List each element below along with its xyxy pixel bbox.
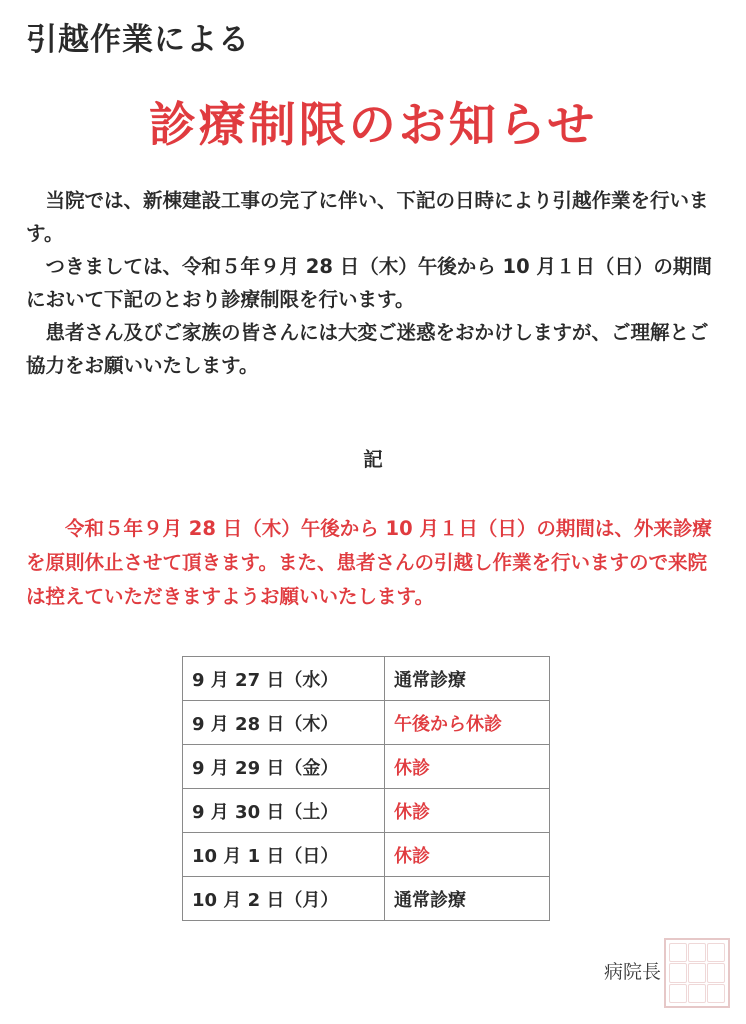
table-row	[183, 745, 550, 789]
table-row	[183, 657, 550, 701]
schedule-status: 休診	[385, 745, 550, 789]
schedule-date: 10 月 1 日（日）	[183, 833, 385, 877]
schedule-date: 9 月 29 日（金）	[183, 745, 385, 789]
intro-paragraph: つきましては、令和５年９月 28 日（木）午後から 10 月１日（日）の期間において下記のとおり診療制限を行います。	[26, 255, 712, 311]
table-row	[183, 701, 550, 745]
schedule-table	[182, 656, 550, 921]
intro-paragraph: 患者さん及びご家族の皆さんには大変ご迷惑をおかけしますが、ご理解とご協力をお願いいたします。	[26, 321, 709, 377]
subtitle: 引越作業による	[26, 22, 250, 58]
table-row	[183, 833, 550, 877]
closure-notice: 令和５年９月 28 日（木）午後から 10 月１日（日）の期間は、外来診療を原則休止させて頂きます。また、患者さんの引越し作業を行いますので来院は控えていただきますようお願いいたします。	[26, 517, 712, 608]
schedule-date: 9 月 30 日（土）	[183, 789, 385, 833]
schedule-status: 休診	[385, 789, 550, 833]
schedule-status: 午後から休診	[385, 701, 550, 745]
schedule-date: 9 月 28 日（木）	[183, 701, 385, 745]
schedule-date: 9 月 27 日（水）	[183, 657, 385, 701]
schedule-date: 10 月 2 日（月）	[183, 877, 385, 921]
schedule-status: 通常診療	[385, 877, 550, 921]
schedule-status: 通常診療	[385, 657, 550, 701]
intro-paragraph: 当院では、新棟建設工事の完了に伴い、下記の日時により引越作業を行います。	[26, 189, 709, 245]
table-row	[183, 789, 550, 833]
intro-paragraphs	[26, 184, 716, 382]
signature-title: 病院長	[604, 961, 662, 983]
page-title: 診療制限のお知らせ	[148, 98, 598, 153]
table-row	[183, 877, 550, 921]
hospital-seal-icon	[664, 938, 730, 1008]
schedule-status: 休診	[385, 833, 550, 877]
ki-heading: 記	[363, 448, 383, 471]
